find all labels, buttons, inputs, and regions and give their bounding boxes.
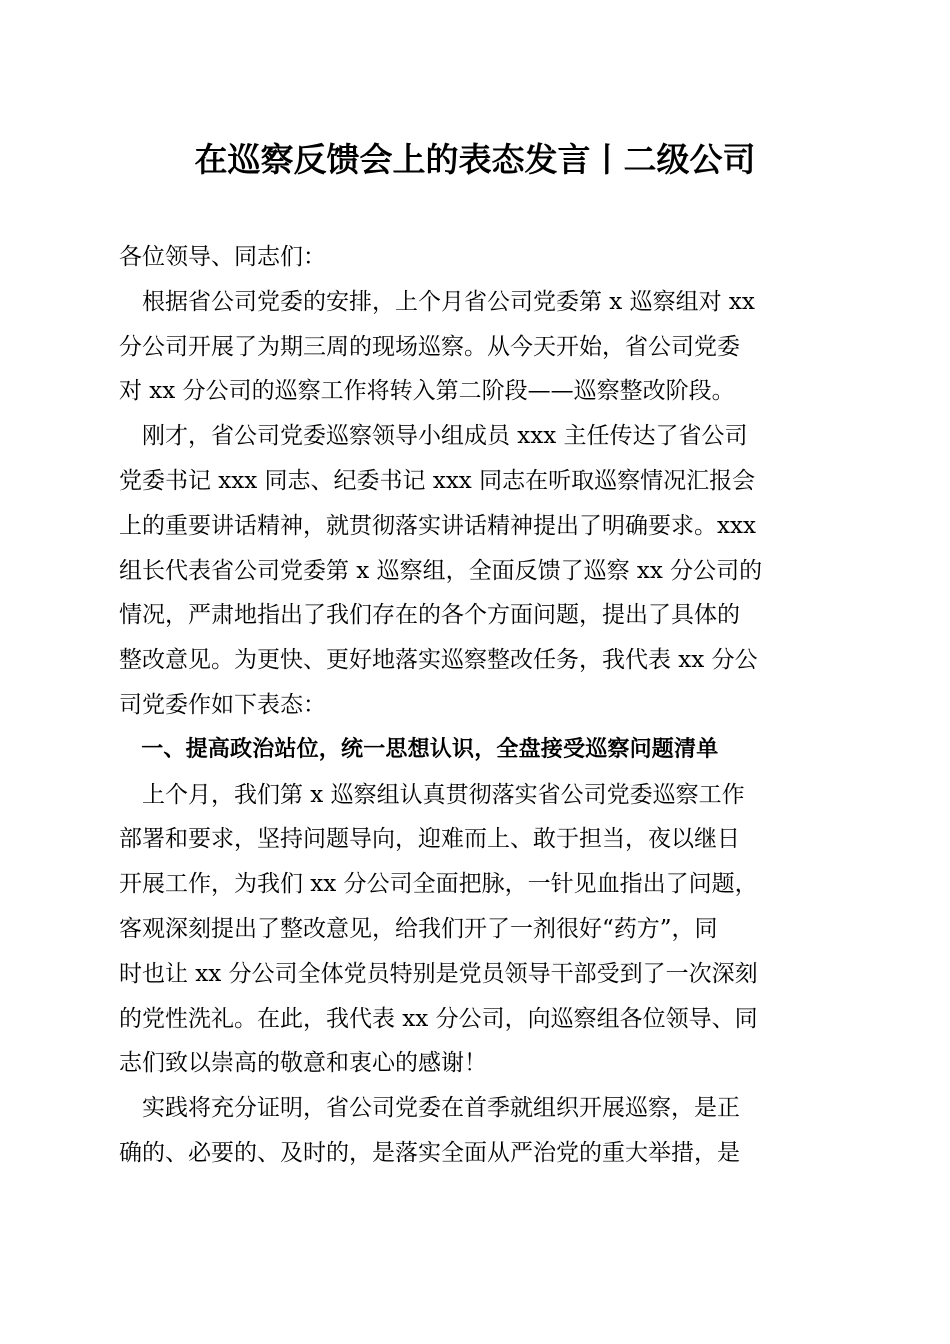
- body-line: 上的重要讲话精神，就贯彻落实讲话精神提出了明确要求。xxx: [119, 512, 756, 539]
- body-line: 情况，严肃地指出了我们存在的各个方面问题，提出了具体的: [119, 602, 740, 629]
- body-line: 上个月，我们第 x 巡察组认真贯彻落实省公司党委巡察工作: [119, 781, 745, 808]
- body-line: 整改意见。为更快、更好地落实巡察整改任务，我代表 xx 分公: [119, 647, 758, 674]
- body-line: 刚才，省公司党委巡察领导小组成员 xxx 主任传达了省公司: [119, 423, 748, 450]
- body-line: 党委书记 xxx 同志、纪委书记 xxx 同志在听取巡察情况汇报会: [119, 467, 756, 494]
- salutation-line: 各位领导、同志们：: [119, 244, 326, 270]
- body-line: 的党性洗礼。在此，我代表 xx 分公司，向巡察组各位领导、同: [119, 1005, 758, 1032]
- body-line: 开展工作，为我们 xx 分公司全面把脉，一针见血指出了问题，: [119, 871, 758, 898]
- body-line: 客观深刻提出了整改意见，给我们开了一剂很好“药方”，同: [119, 915, 718, 942]
- body-line: 志们致以崇高的敬意和衷心的感谢！: [119, 1050, 487, 1077]
- body-line: 根据省公司党委的安排，上个月省公司党委第 x 巡察组对 xx: [119, 288, 755, 315]
- body-line: 分公司开展了为期三周的现场巡察。从今天开始，省公司党委: [119, 333, 740, 360]
- document-body: [119, 235, 831, 1176]
- body-line: 对 xx 分公司的巡察工作将转入第二阶段——巡察整改阶段。: [119, 378, 735, 405]
- section-heading: 一、提高政治站位，统一思想认识，全盘接受巡察问题清单: [119, 736, 719, 762]
- body-line: 时也让 xx 分公司全体党员特别是党员领导干部受到了一次深刻: [119, 960, 758, 987]
- body-line: 司党委作如下表态：: [119, 691, 326, 718]
- body-line: 实践将充分证明，省公司党委在首季就组织开展巡察，是正: [119, 1095, 740, 1122]
- body-line: 组长代表省公司党委第 x 巡察组，全面反馈了巡察 xx 分公司的: [119, 557, 763, 584]
- document-title: 在巡察反馈会上的表态发言丨二级公司: [194, 140, 756, 179]
- body-line: 部署和要求，坚持问题导向，迎难而上、敢于担当，夜以继日: [119, 826, 740, 853]
- body-line: 确的、必要的、及时的，是落实全面从严治党的重大举措，是: [119, 1139, 740, 1166]
